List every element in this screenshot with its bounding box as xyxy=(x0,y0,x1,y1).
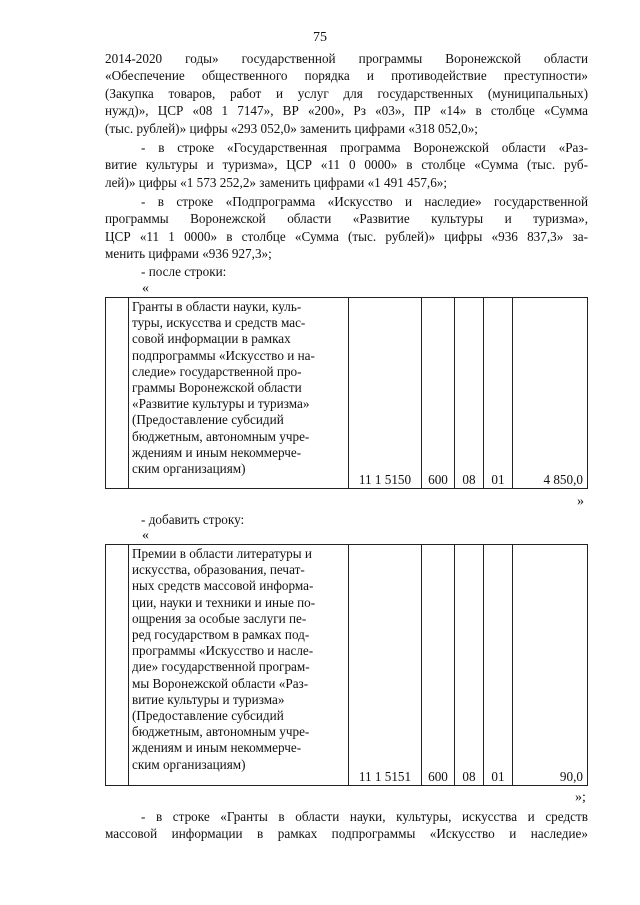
description-line: ных средств массовой информа- xyxy=(132,578,314,594)
description-line: ским организациям) xyxy=(132,756,246,772)
paragraph-4 xyxy=(105,808,588,843)
text-line: витие культуры и туризма», ЦСР «11 0 0000» в столбце «Сумма (тыс. руб- xyxy=(105,157,588,173)
pr-cell: 01 xyxy=(484,545,513,786)
text-line: - в строке «Государственная программа Воронежской области «Раз- xyxy=(141,140,588,155)
description-line: ским организациям) xyxy=(132,461,246,477)
text-line: - в строке «Гранты в области науки, культуры, искусства и средств xyxy=(141,809,588,824)
add-row-label: - добавить строку: xyxy=(141,512,245,527)
quote-close-1: » xyxy=(577,494,584,509)
quote-open-2: « xyxy=(142,528,149,543)
paragraph-3 xyxy=(105,193,588,263)
rz-cell: 08 xyxy=(455,298,484,489)
description-line: «Развитие культуры и туризма» xyxy=(132,396,310,412)
description-line: Гранты в области науки, куль- xyxy=(132,299,302,314)
paragraph-2 xyxy=(105,139,588,191)
pr-cell: 01 xyxy=(484,298,513,489)
vr-cell: 600 xyxy=(422,298,455,489)
csr-cell: 11 1 5151 xyxy=(349,545,422,786)
sum-cell: 4 850,0 xyxy=(513,298,588,489)
description-line: граммы Воронежской области xyxy=(132,380,302,396)
table-row-grants xyxy=(105,297,588,489)
description-line: (Предоставление субсидий xyxy=(132,412,284,428)
description-line: программы «Искусство и насле- xyxy=(132,643,314,659)
blank-cell xyxy=(106,545,129,786)
text-line: 2014-2020 годы» государственной программы Воронежской области xyxy=(105,51,588,66)
description-line: ждениям и иным некоммерче- xyxy=(132,444,302,460)
text-line: «Обеспечение общественного порядка и противодействие преступности» xyxy=(105,68,588,84)
csr-cell: 11 1 5150 xyxy=(349,298,422,489)
sum-cell: 90,0 xyxy=(513,545,588,786)
rz-cell: 08 xyxy=(455,545,484,786)
text-line: (тыс. рублей)» цифры «293 052,0» заменить цифрами «318 052,0»; xyxy=(105,120,478,136)
description-line: бюджетным, автономным учре- xyxy=(132,724,310,740)
description-line: туры, искусства и средств мас- xyxy=(132,315,306,331)
vr-cell: 600 xyxy=(422,545,455,786)
quote-open-1: « xyxy=(142,281,149,296)
description-line: искусства, образования, печат- xyxy=(132,562,305,578)
description-line: ции, науки и техники и иные по- xyxy=(132,594,316,610)
description-line: совой информации в рамках xyxy=(132,331,291,347)
table-row-prizes xyxy=(105,544,588,786)
text-line: массовой информации в рамках подпрограммы «Искусство и наследие» xyxy=(105,826,588,842)
text-line: менить цифрами «936 927,3»; xyxy=(105,246,272,262)
description-line: подпрограммы «Искусство и на- xyxy=(132,347,315,363)
description-line: мы Воронежской области «Раз- xyxy=(132,675,309,691)
page-number: 75 xyxy=(313,30,327,45)
paragraph-1 xyxy=(105,50,588,137)
description-line: Премии в области литературы и xyxy=(132,546,312,561)
text-line: лей)» цифры «1 573 252,2» заменить цифрами «1 491 457,6»; xyxy=(105,174,448,190)
description-line: следие» государственной про- xyxy=(132,363,302,379)
description-line: витие культуры и туризма» xyxy=(132,691,285,707)
text-line: - в строке «Подпрограмма «Искусство и наследие» государственной xyxy=(141,194,588,209)
text-line: нужд)», ЦСР «08 1 7147», ВР «200», Рз «03», ПР «14» в столбце «Сумма xyxy=(105,103,588,119)
quote-close-2: »; xyxy=(575,790,586,805)
after-row-label: - после строки: xyxy=(141,264,227,279)
description-cell xyxy=(129,298,349,489)
text-line: (Закупка товаров, работ и услуг для государственных (муниципальных) xyxy=(105,85,588,101)
description-line: (Предоставление субсидий xyxy=(132,708,284,724)
description-line: ред государством в рамках под- xyxy=(132,627,310,643)
text-line: ЦСР «11 1 0000» в столбце «Сумма (тыс. рублей)» цифры «936 837,3» за- xyxy=(105,228,588,244)
description-line: дие» государственной програм- xyxy=(132,659,310,675)
table-row xyxy=(106,298,588,489)
description-cell xyxy=(129,545,349,786)
text-line: программы Воронежской области «Развитие культуры и туризма», xyxy=(105,211,588,227)
table-row xyxy=(106,545,588,786)
description-line: ощрения за особые заслуги пе- xyxy=(132,610,307,626)
description-line: бюджетным, автономным учре- xyxy=(132,428,310,444)
description-line: ждениям и иным некоммерче- xyxy=(132,740,302,756)
blank-cell xyxy=(106,298,129,489)
